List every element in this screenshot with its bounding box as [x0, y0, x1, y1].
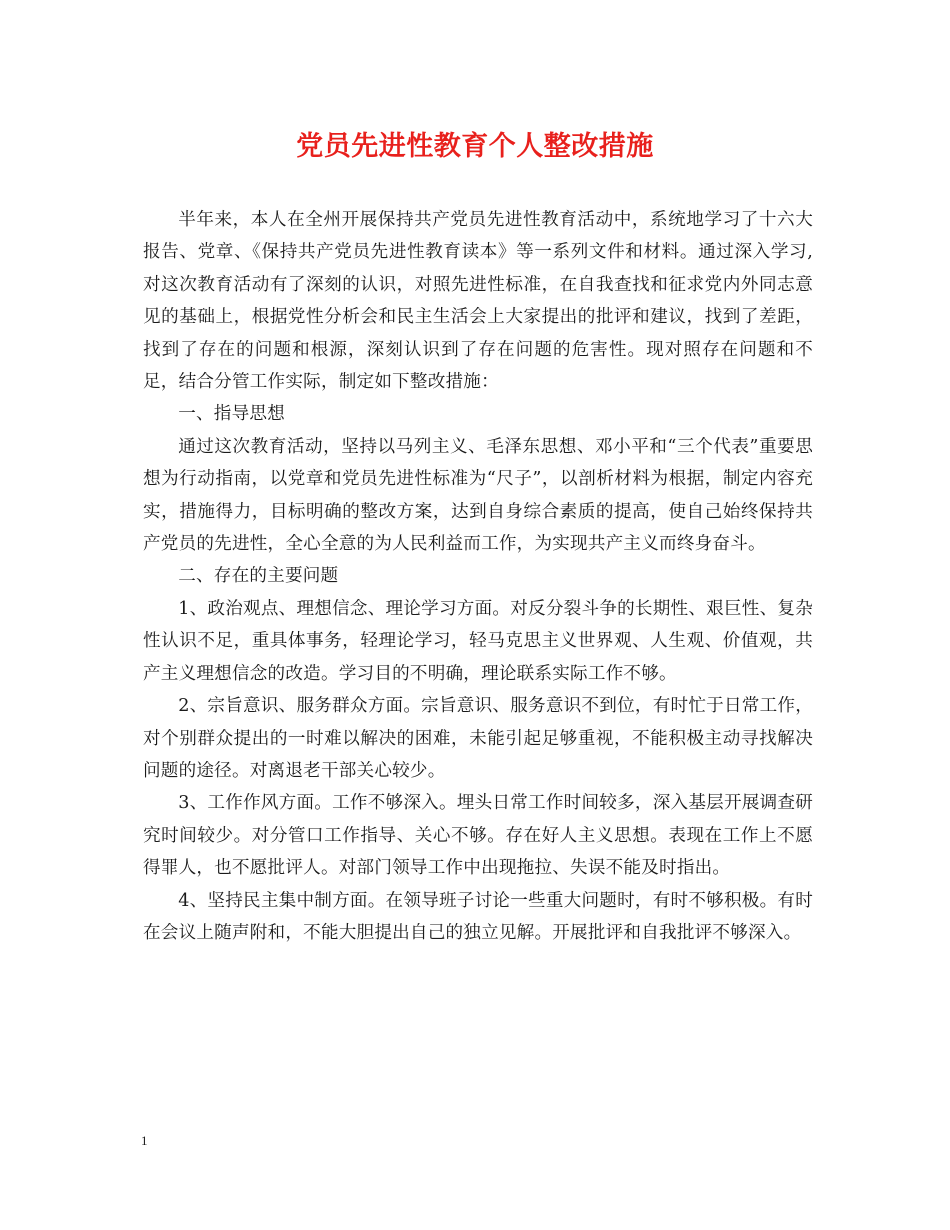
page-number: 1: [141, 1133, 148, 1148]
problem-item-1: 1、政治观点、理想信念、理论学习方面。对反分裂斗争的长期性、艰巨性、复杂性认识不足，重具体事务，轻理论学习，轻马克思主义世界观、人生观、价值观，共产主义理想信念的改造。学习目的不明确，理论联系实际工作不够。: [143, 598, 813, 684]
problem-item-3: 3、工作作风方面。工作不够深入。埋头日常工作时间较多，深入基层开展调查研究时间较少。对分管口工作指导、关心不够。存在好人主义思想。表现在工作上不愿得罪人，也不愿批评人。对部门领导工作中出现拖拉、失误不能及时指出。: [143, 793, 813, 879]
guiding-ideology-paragraph: 通过这次教育活动，坚持以马列主义、毛泽东思想、邓小平和“三个代表”重要思想为行动指南，以党章和党员先进性标准为“尺子”，以剖析材料为根据，制定内容充实，措施得力，目标明确的整改方案，达到自身综合素质的提高，使自己始终保持共产党员的先进性，全心全意的为人民利益而工作，为实现共产主义而终身奋斗。: [143, 436, 813, 555]
section-heading-main-problems: 二、存在的主要问题: [178, 566, 339, 587]
section-heading-guiding-ideology: 一、指导思想: [178, 404, 285, 425]
problem-item-2: 2、宗旨意识、服务群众方面。宗旨意识、服务意识不到位，有时忙于日常工作，对个别群众提出的一时难以解决的困难，未能引起足够重视，不能积极主动寻找解决问题的途径。对离退老干部关心较少。: [143, 696, 813, 781]
document-title: 党员先进性教育个人整改措施: [296, 131, 654, 162]
intro-paragraph: 半年来，本人在全州开展保持共产党员先进性教育活动中，系统地学习了十六大报告、党章、《保持共产党员先进性教育读本》等一系列文件和材料。通过深入学习,对这次教育活动有了深刻的认识，对照先进性标准，在自我查找和征求党内外同志意见的基础上，根据党性分析会和民主生活会上大家提出的批评和建议，找到了差距，找到了存在的问题和根源，深刻认识到了存在问题的危害性。现对照存在问题和不足，结合分管工作实际，制定如下整改措施：: [143, 210, 813, 393]
document-body: [143, 204, 813, 949]
problem-item-4: 4、坚持民主集中制方面。在领导班子讨论一些重大问题时，有时不够积极。有时在会议上随声附和，不能大胆提出自己的独立见解。开展批评和自我批评不够深入。: [143, 890, 813, 943]
